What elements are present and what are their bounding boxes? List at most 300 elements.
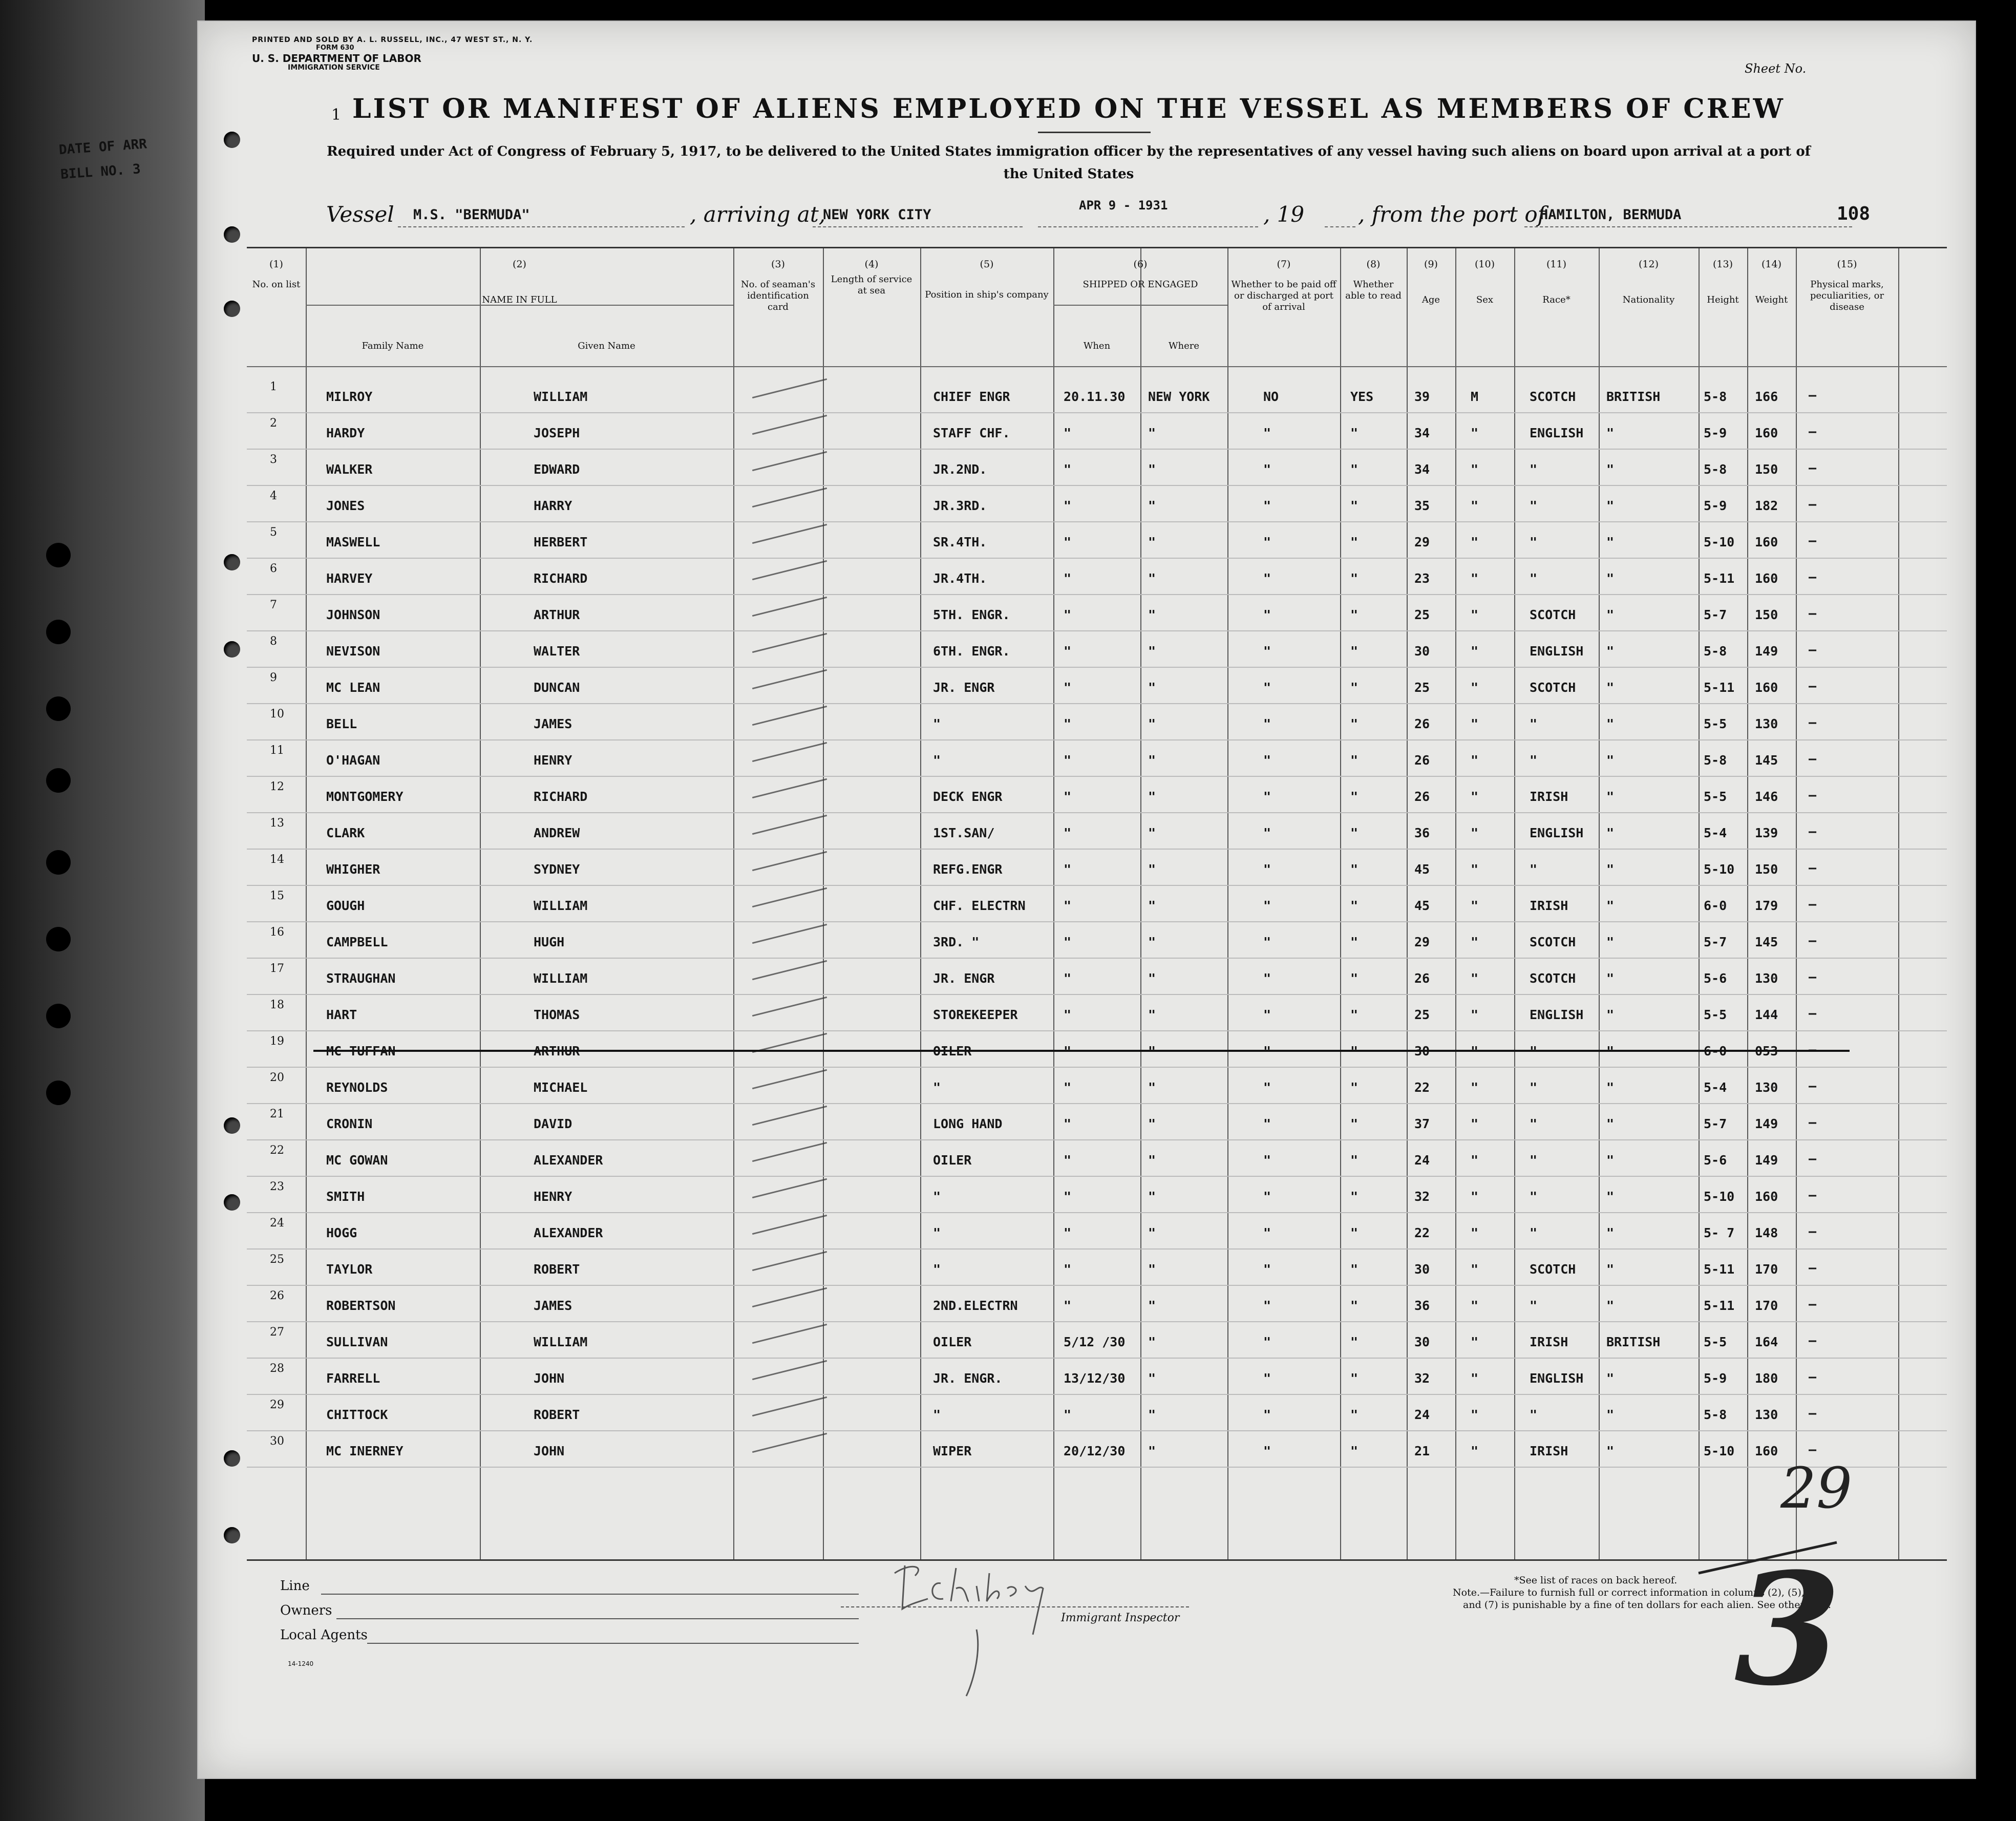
cell-given: HARRY (534, 498, 572, 513)
cell-read: " (1350, 1007, 1359, 1022)
cell-sex: " (1471, 426, 1479, 440)
cell-age: 29 (1414, 535, 1430, 549)
physical-mark-dash: — (1809, 460, 1817, 475)
cell-race: SCOTCH (1530, 1262, 1576, 1277)
head-family-name: Family Name (362, 341, 424, 351)
printer-credit: PRINTED AND SOLD BY A. L. RUSSELL, INC., 47 WEST ST., N. Y. (252, 36, 533, 44)
id-card-checkmark (752, 1360, 827, 1380)
head-id-card: No. of seaman's identification card (740, 279, 816, 312)
ring-hole (224, 1527, 240, 1543)
cell-family: MC LEAN (326, 680, 380, 695)
cell-paid: " (1263, 1080, 1271, 1095)
cell-age: 25 (1414, 607, 1430, 622)
cell-nat: " (1606, 426, 1615, 440)
sheet-number-label: Sheet No. (1745, 61, 1807, 76)
cell-paid: " (1263, 535, 1271, 549)
head-when: When (1083, 341, 1111, 351)
row-number: 17 (270, 962, 284, 975)
cell-weight: 146 (1755, 789, 1778, 804)
row-number: 10 (270, 708, 284, 721)
cell-read: " (1350, 1153, 1359, 1168)
document-subtitle: Required under Act of Congress of February 5, 1917, to be delivered to the United States immigration officer by the representatives of any vessel having such aliens on board upon arrival at a port of the United States (327, 144, 1811, 182)
footer-notes (1453, 1574, 1924, 1611)
handwritten-total: 3 (1734, 1539, 1841, 1720)
cell-where: " (1148, 1371, 1156, 1386)
cell-paid: " (1263, 462, 1271, 477)
colnum-11: (11) (1546, 259, 1566, 270)
cell-weight: 149 (1755, 1153, 1778, 1168)
column-rule (1140, 248, 1141, 1559)
cell-read: " (1350, 1225, 1359, 1240)
cell-given: JOHN (534, 1371, 565, 1386)
cell-height: 5-11 (1704, 680, 1735, 695)
cell-weight: 150 (1755, 607, 1778, 622)
cell-given: ARTHUR (534, 1044, 580, 1058)
cell-weight: 145 (1755, 935, 1778, 949)
cell-where: " (1148, 753, 1156, 768)
colnum-13: (13) (1712, 259, 1733, 270)
row-rule (247, 1358, 1947, 1359)
cell-family: MASWELL (326, 535, 380, 549)
cell-given: DAVID (534, 1116, 572, 1131)
cell-given: HERBERT (534, 535, 588, 549)
cell-given: RICHARD (534, 789, 588, 804)
cell-position: JR. ENGR (933, 680, 995, 695)
cell-given: HUGH (534, 935, 565, 949)
year-label: , 19 (1263, 202, 1305, 227)
row-number: 12 (270, 780, 284, 793)
column-rule (480, 248, 481, 1559)
physical-mark-dash: — (1809, 933, 1817, 948)
cell-nat: " (1606, 1407, 1615, 1422)
cell-height: 5-8 (1704, 389, 1727, 404)
cell-race: " (1530, 498, 1538, 513)
column-rule (1227, 248, 1228, 1559)
cell-sex: " (1471, 1153, 1479, 1168)
cell-where: " (1148, 1225, 1156, 1240)
cell-family: HARDY (326, 426, 365, 440)
cell-when: " (1064, 1116, 1072, 1131)
cell-height: 5-9 (1704, 426, 1727, 440)
head-sex: Sex (1476, 294, 1494, 305)
cell-read: " (1350, 716, 1359, 731)
id-card-checkmark (752, 1178, 827, 1198)
id-card-checkmark (752, 815, 827, 835)
cell-height: 5-9 (1704, 498, 1727, 513)
physical-mark-dash: — (1809, 969, 1817, 984)
cell-nat: " (1606, 1444, 1615, 1458)
row-rule (247, 776, 1947, 777)
header-rule (247, 366, 1947, 367)
cell-weight: 130 (1755, 1407, 1778, 1422)
cell-race: " (1530, 1044, 1538, 1058)
cell-when: " (1064, 498, 1072, 513)
id-card-checkmark (752, 669, 827, 689)
row-number: 9 (270, 671, 277, 684)
cell-nat: " (1606, 1189, 1615, 1204)
cell-sex: " (1471, 1189, 1479, 1204)
cell-sex: " (1471, 1444, 1479, 1458)
physical-mark-dash: — (1809, 569, 1817, 584)
cell-race: SCOTCH (1530, 680, 1576, 695)
cell-family: SMITH (326, 1189, 365, 1204)
cell-given: JOSEPH (534, 426, 580, 440)
cell-where: " (1148, 716, 1156, 731)
cell-age: 39 (1414, 389, 1430, 404)
cell-given: WILLIAM (534, 389, 588, 404)
cell-nat: " (1606, 571, 1615, 586)
cell-given: WILLIAM (534, 1335, 588, 1349)
cell-position: REFG.ENGR (933, 862, 1003, 877)
cell-given: WILLIAM (534, 971, 588, 986)
binding-strip (0, 0, 205, 1821)
vessel-label: Vessel (326, 202, 394, 227)
manifest-number: 108 (1837, 203, 1871, 224)
cell-nat: " (1606, 825, 1615, 840)
head-age: Age (1421, 294, 1440, 305)
cell-age: 26 (1414, 789, 1430, 804)
row-number: 18 (270, 999, 284, 1011)
cell-weight: 166 (1755, 389, 1778, 404)
cell-sex: " (1471, 898, 1479, 913)
physical-mark-dash: — (1809, 715, 1817, 730)
cell-race: " (1530, 1116, 1538, 1131)
cell-given: ALEXANDER (534, 1225, 603, 1240)
id-card-checkmark (752, 851, 827, 871)
cell-read: " (1350, 825, 1359, 840)
row-number: 15 (270, 890, 284, 902)
id-card-checkmark (752, 924, 827, 944)
ring-hole (224, 1450, 240, 1467)
cell-family: MONTGOMERY (326, 789, 404, 804)
cell-age: 35 (1414, 498, 1430, 513)
physical-mark-dash: — (1809, 1151, 1817, 1166)
column-rule (920, 248, 921, 1559)
cell-sex: " (1471, 1335, 1479, 1349)
cell-where: " (1148, 1153, 1156, 1168)
cell-when: 13/12/30 (1064, 1371, 1126, 1386)
row-number: 8 (270, 635, 277, 648)
cell-when: " (1064, 1262, 1072, 1277)
cell-read: " (1350, 1189, 1359, 1204)
cell-height: 5-8 (1704, 1407, 1727, 1422)
cell-given: ALEXANDER (534, 1153, 603, 1168)
cell-weight: 130 (1755, 971, 1778, 986)
colnum-9: (9) (1424, 259, 1438, 270)
page-mark: 1 (331, 106, 342, 124)
id-card-checkmark (752, 706, 827, 726)
physical-mark-dash: — (1809, 1042, 1817, 1057)
cell-given: WALTER (534, 644, 580, 659)
cell-sex: " (1471, 498, 1479, 513)
from-port: HAMILTON, BERMUDA (1540, 207, 1682, 223)
cell-when: " (1064, 1153, 1072, 1168)
cell-nat: " (1606, 898, 1615, 913)
row-number: 27 (270, 1326, 284, 1339)
cell-race: " (1530, 753, 1538, 768)
cell-given: ANDREW (534, 825, 580, 840)
line-field (321, 1594, 859, 1595)
cell-where: " (1148, 935, 1156, 949)
cell-when: " (1064, 1080, 1072, 1095)
cell-nat: BRITISH (1606, 389, 1661, 404)
ring-hole (224, 301, 240, 317)
cell-sex: " (1471, 535, 1479, 549)
head-given-name: Given Name (578, 341, 635, 351)
cell-race: SCOTCH (1530, 935, 1576, 949)
cell-family: FARRELL (326, 1371, 380, 1386)
cell-when: " (1064, 716, 1072, 731)
head-nationality: Nationality (1622, 294, 1675, 305)
cell-height: 5- 7 (1704, 1225, 1735, 1240)
column-rule (1053, 248, 1054, 1559)
cell-where: " (1148, 680, 1156, 695)
cell-where: " (1148, 607, 1156, 622)
id-card-checkmark (752, 633, 827, 653)
cell-paid: " (1263, 1335, 1271, 1349)
cell-read: YES (1350, 389, 1374, 404)
cell-nat: " (1606, 971, 1615, 986)
row-rule (247, 594, 1947, 595)
row-rule (247, 1103, 1947, 1104)
agents-field (367, 1643, 859, 1644)
cell-where: " (1148, 1080, 1156, 1095)
cell-position: LONG HAND (933, 1116, 1003, 1131)
from-underline (1524, 226, 1852, 227)
cell-family: HARVEY (326, 571, 373, 586)
cell-family: GOUGH (326, 898, 365, 913)
head-name-in-full: NAME IN FULL (482, 294, 557, 305)
cell-age: 24 (1414, 1153, 1430, 1168)
cell-where: " (1148, 1298, 1156, 1313)
cell-where: " (1148, 1007, 1156, 1022)
cell-weight: 182 (1755, 498, 1778, 513)
cell-height: 5-5 (1704, 1007, 1727, 1022)
inspector-signature (879, 1553, 1145, 1706)
head-height: Height (1707, 294, 1739, 305)
cell-position: 3RD. " (933, 935, 980, 949)
cell-where: " (1148, 1116, 1156, 1131)
physical-mark-dash: — (1809, 679, 1817, 693)
cell-when: 5/12 /30 (1064, 1335, 1126, 1349)
row-number: 2 (270, 417, 277, 430)
row-number: 30 (270, 1435, 284, 1448)
punch-hole (46, 768, 71, 793)
cell-height: 5-11 (1704, 1298, 1735, 1313)
cell-where: " (1148, 971, 1156, 986)
cell-when: " (1064, 862, 1072, 877)
cell-position: OILER (933, 1044, 972, 1058)
inspector-label: Immigrant Inspector (1061, 1612, 1180, 1624)
cell-where: " (1148, 1189, 1156, 1204)
row-number: 3 (270, 453, 277, 466)
cell-when: " (1064, 1007, 1072, 1022)
cell-race: SCOTCH (1530, 971, 1576, 986)
cell-position: STAFF CHF. (933, 426, 1010, 440)
physical-mark-dash: — (1809, 1188, 1817, 1202)
row-number: 29 (270, 1399, 284, 1411)
cell-when: " (1064, 898, 1072, 913)
punch-hole (46, 543, 71, 567)
cell-family: HART (326, 1007, 357, 1022)
cell-position: " (933, 1225, 941, 1240)
column-rule (1796, 248, 1797, 1559)
cell-nat: " (1606, 1116, 1615, 1131)
cell-given: HENRY (534, 1189, 572, 1204)
column-rule (1747, 248, 1748, 1559)
ring-hole (224, 554, 240, 570)
cell-age: 21 (1414, 1444, 1430, 1458)
cell-sex: " (1471, 462, 1479, 477)
cell-age: 24 (1414, 1407, 1430, 1422)
row-rule (247, 667, 1947, 668)
cell-read: " (1350, 426, 1359, 440)
cell-read: " (1350, 644, 1359, 659)
cell-race: " (1530, 1298, 1538, 1313)
cell-weight: 130 (1755, 1080, 1778, 1095)
colnum-2: (2) (513, 259, 526, 270)
physical-mark-dash: — (1809, 1006, 1817, 1021)
cell-height: 5-10 (1704, 1444, 1735, 1458)
cell-family: BELL (326, 716, 357, 731)
cell-where: " (1148, 462, 1156, 477)
ring-hole (224, 1117, 240, 1134)
column-rule (1699, 248, 1700, 1559)
cell-race: " (1530, 1189, 1538, 1204)
arriving-port: NEW YORK CITY (823, 207, 931, 223)
cell-race: " (1530, 462, 1538, 477)
id-card-checkmark (752, 887, 827, 907)
column-rule (1340, 248, 1341, 1559)
cell-given: EDWARD (534, 462, 580, 477)
title-rule (1038, 132, 1151, 133)
note-races: *See list of races on back hereof. (1514, 1575, 1678, 1586)
cell-age: 26 (1414, 716, 1430, 731)
cell-read: " (1350, 607, 1359, 622)
cell-nat: " (1606, 789, 1615, 804)
cell-given: THOMAS (534, 1007, 580, 1022)
cell-weight: 130 (1755, 716, 1778, 731)
physical-mark-dash: — (1809, 751, 1817, 766)
cell-position: JR. ENGR (933, 971, 995, 986)
form-number: FORM 630 (316, 44, 354, 52)
id-card-checkmark (752, 742, 827, 762)
cell-family: NEVISON (326, 644, 380, 659)
document-title: LIST OR MANIFEST OF ALIENS EMPLOYED ON THE VESSEL AS MEMBERS OF CREW (352, 93, 1785, 124)
physical-mark-dash: — (1809, 860, 1817, 875)
head-position: Position in ship's company (925, 289, 1049, 300)
arrival-date: APR 9 - 1931 (1079, 198, 1168, 213)
cell-family: REYNOLDS (326, 1080, 388, 1095)
ring-hole (224, 226, 240, 243)
physical-mark-dash: — (1809, 1369, 1817, 1384)
cell-family: TAYLOR (326, 1262, 373, 1277)
cell-when: " (1064, 680, 1072, 695)
cell-family: MC GOWAN (326, 1153, 388, 1168)
cell-nat: " (1606, 1153, 1615, 1168)
cell-sex: " (1471, 1407, 1479, 1422)
row-number: 4 (270, 490, 277, 502)
row-number: 23 (270, 1180, 284, 1193)
physical-mark-dash: — (1809, 1333, 1817, 1348)
cell-nat: BRITISH (1606, 1335, 1661, 1349)
cell-position: CHIEF ENGR (933, 389, 1010, 404)
column-rule (733, 248, 734, 1559)
cell-paid: " (1263, 607, 1271, 622)
row-number: 19 (270, 1035, 284, 1048)
cell-age: 25 (1414, 1007, 1430, 1022)
colnum-4: (4) (864, 259, 879, 270)
cell-family: CAMPBELL (326, 935, 388, 949)
cell-race: " (1530, 571, 1538, 586)
cell-race: " (1530, 1225, 1538, 1240)
cell-when: " (1064, 753, 1072, 768)
cell-age: 25 (1414, 680, 1430, 695)
cell-when: " (1064, 462, 1072, 477)
cell-position: " (933, 753, 941, 768)
id-card-checkmark (752, 1142, 827, 1162)
row-rule (247, 739, 1947, 740)
head-length-service: Length of service at sea (831, 274, 912, 296)
cell-age: 26 (1414, 971, 1430, 986)
column-rule (1514, 248, 1515, 1559)
cell-sex: " (1471, 825, 1479, 840)
cell-read: " (1350, 898, 1359, 913)
row-number: 16 (270, 926, 284, 939)
cell-where: NEW YORK (1148, 389, 1210, 404)
stamp-line-2: BILL NO. 3 (60, 161, 141, 183)
physical-mark-dash: — (1809, 1224, 1817, 1239)
row-number: 13 (270, 817, 284, 830)
id-card-checkmark (752, 1069, 827, 1089)
row-number: 1 (270, 380, 277, 393)
ring-hole (224, 641, 240, 658)
row-rule (247, 921, 1947, 922)
cell-where: " (1148, 498, 1156, 513)
owners-label: Owners (280, 1603, 332, 1618)
cell-when: " (1064, 935, 1072, 949)
row-number: 26 (270, 1289, 284, 1302)
column-rule (1599, 248, 1600, 1559)
cell-age: 22 (1414, 1080, 1430, 1095)
cell-paid: " (1263, 498, 1271, 513)
head-no-on-list: No. on list (252, 279, 301, 290)
cell-sex: " (1471, 971, 1479, 986)
cell-paid: " (1263, 426, 1271, 440)
cell-paid: " (1263, 1007, 1271, 1022)
id-card-checkmark (752, 1396, 827, 1416)
cell-nat: " (1606, 644, 1615, 659)
cell-read: " (1350, 789, 1359, 804)
cell-weight: 170 (1755, 1262, 1778, 1277)
row-number: 7 (270, 599, 277, 611)
cell-race: SCOTCH (1530, 607, 1576, 622)
cell-age: 30 (1414, 644, 1430, 659)
cell-race: " (1530, 1153, 1538, 1168)
colnum-10: (10) (1474, 259, 1495, 270)
footer-form-code: 14-1240 (288, 1660, 314, 1667)
cell-age: 36 (1414, 1298, 1430, 1313)
cell-nat: " (1606, 535, 1615, 549)
cell-when: " (1064, 1407, 1072, 1422)
row-number: 21 (270, 1108, 284, 1120)
cell-weight: 180 (1755, 1371, 1778, 1386)
punch-hole (46, 1004, 71, 1028)
cell-height: 5-8 (1704, 462, 1727, 477)
cell-when: " (1064, 571, 1072, 586)
cell-height: 5-5 (1704, 789, 1727, 804)
ring-hole (224, 132, 240, 148)
